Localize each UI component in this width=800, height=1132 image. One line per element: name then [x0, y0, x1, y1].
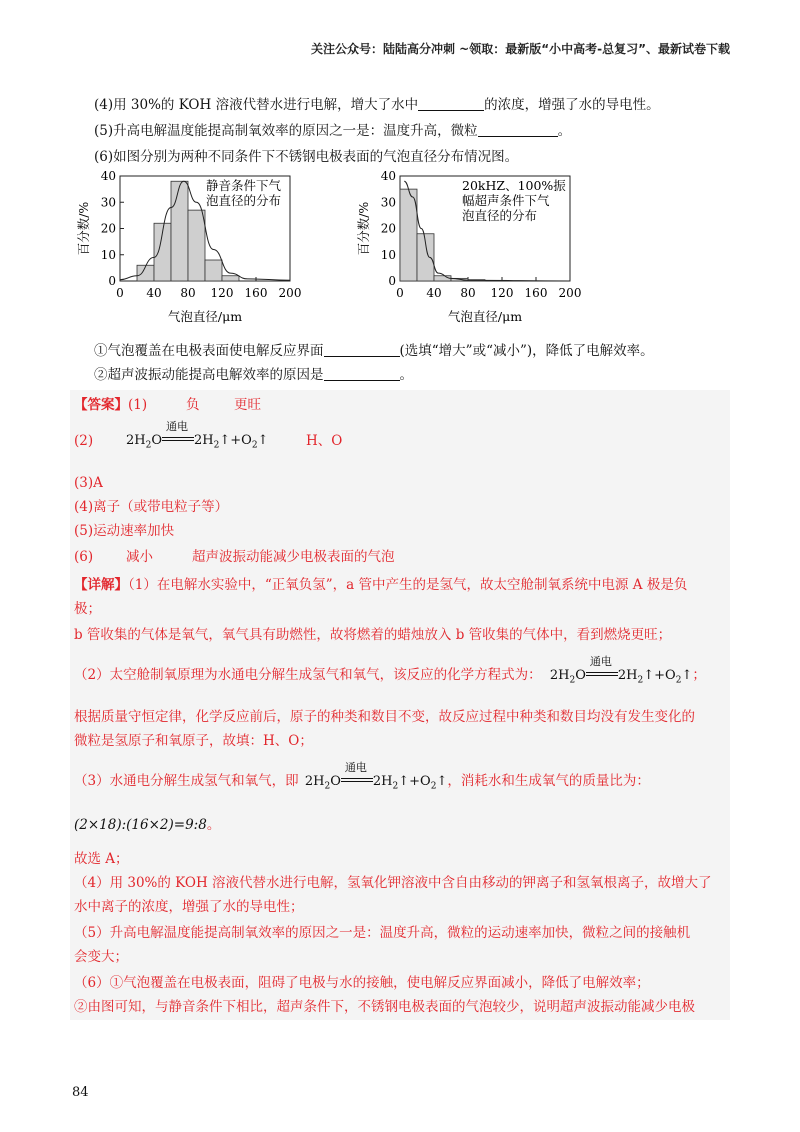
detail-6b: ②由图可知，与静音条件下相比，超声条件下，不锈钢电极表面的气泡较少，说明超声波振动能减少电极: [74, 999, 695, 1015]
x-tick-label: 160: [524, 286, 548, 300]
chart-title: 静音条件下气: [206, 178, 282, 193]
eq-left-o: O: [575, 668, 586, 683]
q6-2-text-b: 。: [399, 367, 413, 383]
detail-2c: 微粒是氢原子和氧原子，故填：H、O；: [74, 733, 313, 749]
x-tick-label: 160: [244, 286, 268, 300]
y-tick-label: 20: [100, 221, 116, 236]
answer-1: [74, 396, 261, 414]
y-tick-label: 30: [380, 195, 396, 210]
detail-6a: （6）①气泡覆盖在电极表面，阻碍了电极与水的接触，使电解反应界面减小，降低了电解效率；: [74, 975, 650, 991]
detail-4a: （4）用 30%的 KOH 溶液代替水进行电解，氢氧化钾溶液中含自由移动的钾离子和氢氧根离子，故增大了: [74, 875, 712, 891]
detail-1c: b 管收集的气体是氧气，氧气具有助燃性，故将燃着的蜡烛放入 b 管收集的气体中，看到燃烧更旺；: [74, 627, 672, 643]
chart-title: 泡直径的分布: [206, 193, 282, 208]
answer-1-value-1: 负: [186, 397, 200, 413]
answer-1-num: (1): [128, 397, 148, 413]
x-tick-label: 0: [116, 286, 124, 300]
x-axis-label: 气泡直径/μm: [447, 309, 523, 324]
q4-text-a: (4)用 30%的 KOH 溶液代替水进行电解，增大了水中: [94, 97, 419, 113]
x-tick-label: 80: [460, 286, 476, 300]
y-tick-label: 0: [108, 274, 116, 288]
histogram-bar: [400, 189, 417, 281]
question-6-2: [94, 366, 413, 384]
q5-text-a: (5)升高电解温度能提高制氧效率的原因之一是：温度升高，微粒: [94, 123, 478, 139]
histogram-bar: [171, 181, 188, 281]
detail-3a: [74, 761, 650, 796]
histogram-bar: [222, 276, 239, 281]
eq-left: 2H: [304, 774, 325, 789]
chart-title: 泡直径的分布: [462, 208, 538, 223]
blank: [418, 96, 484, 111]
x-tick-label: 200: [558, 286, 582, 300]
question-4: [94, 96, 660, 114]
question-5: [94, 122, 571, 140]
blank: [324, 342, 400, 357]
y-axis-label: 百分数/%: [356, 201, 371, 256]
chemical-equation: $2H_2O$ 通电 $2H_2↑+O_2↑$: [304, 761, 448, 792]
question-6-1: [94, 342, 654, 360]
x-tick-label: 120: [490, 286, 514, 300]
y-tick-label: 40: [100, 169, 116, 183]
answer-5: (5)运动速率加快: [74, 523, 175, 539]
detail-4b: 水中离子的浓度，增强了水的导电性；: [74, 899, 304, 915]
y-tick-label: 30: [100, 195, 116, 210]
chemical-equation: $2H_2O$ 通电 $2H_2↑+O_2↑$: [126, 420, 269, 451]
eq-right-arrow: ↑: [257, 433, 269, 448]
y-tick-label: 20: [380, 221, 396, 236]
answer-6-value-1: 减小: [126, 549, 153, 565]
answer-1-value-2: 更旺: [234, 397, 261, 413]
blank: [478, 122, 558, 137]
answer-3: (3)A: [74, 475, 103, 491]
eq-condition: 通电: [589, 655, 612, 668]
eq-left-o: O: [330, 774, 341, 789]
answer-2-value: H、O: [306, 433, 343, 449]
chart-ultrasonic: [350, 166, 600, 336]
page-number: 84: [72, 1085, 89, 1100]
x-tick-label: 200: [278, 286, 302, 300]
x-tick-label: 120: [210, 286, 234, 300]
chart-title: 幅超声条件下气: [462, 193, 550, 208]
detail-1a-text: （1）在电解水实验中，“正氧负氢”，a 管中产生的是氢气，故太空舱制氧系统中电源 A 极是负: [128, 577, 688, 593]
y-axis-label: 百分数/%: [76, 201, 91, 256]
chart-silent: [70, 166, 320, 336]
eq-right-arrow: ↑: [681, 668, 693, 683]
answer-6: [74, 548, 395, 566]
answer-4: (4)离子（或带电粒子等）: [74, 499, 229, 515]
x-tick-label: 0: [396, 286, 404, 300]
q5-text-b: 。: [557, 123, 572, 139]
histogram-bar: [205, 260, 222, 281]
question-6: (6)如图分别为两种不同条件下不锈钢电极表面的气泡直径分布情况图。: [94, 149, 519, 165]
blank: [324, 366, 400, 381]
eq-right-arrow: ↑: [436, 774, 448, 789]
eq-condition: 通电: [344, 761, 367, 774]
eq-left: 2H: [126, 433, 146, 448]
detail-5a: （5）升高电解温度能提高制氧效率的原因之一是：温度升高，微粒的运动速率加快，微粒之间的接触机: [74, 925, 691, 941]
detail-2a-end: ；: [692, 667, 706, 683]
detail-2a: [74, 655, 706, 690]
detail-3b-end: 。: [206, 817, 221, 833]
detail-3c: 故选 A；: [74, 851, 129, 867]
eq-right-o: ↑+O: [219, 433, 252, 448]
answer-label: 【答案】: [74, 397, 128, 413]
detail-1a: [74, 576, 687, 594]
x-axis-label: 气泡直径/μm: [167, 309, 243, 324]
chemical-equation: $2H_2O$ 通电 $2H_2↑+O_2↑$: [549, 655, 693, 686]
answer-6-value-2: 超声波振动能减少电极表面的气泡: [192, 549, 395, 565]
detail-3a-text: （3）水通电分解生成氢气和氧气，即: [74, 773, 299, 789]
mass-ratio-formula: (2×18):(16×2)=9:8: [74, 817, 207, 833]
eq-right-o: ↑+O: [643, 668, 676, 683]
eq-left: 2H: [549, 668, 570, 683]
eq-left-o: O: [151, 433, 163, 448]
detail-3a-end: ，消耗水和生成氧气的质量比为：: [447, 773, 650, 789]
q6-1-text-b: (选填“增大”或“减小”)，降低了电解效率。: [399, 343, 654, 359]
q6-1-text-a: ①气泡覆盖在电极表面使电解反应界面: [94, 343, 324, 359]
detail-1b: 极；: [74, 601, 101, 617]
y-tick-label: 10: [100, 247, 116, 262]
q6-2-text-a: ②超声波振动能提高电解效率的原因是: [94, 367, 324, 383]
eq-condition: 通电: [166, 420, 189, 433]
detail-3b: [74, 816, 220, 834]
histogram-bar: [188, 210, 205, 281]
eq-right-o: ↑+O: [398, 774, 431, 789]
y-tick-label: 40: [380, 169, 396, 183]
x-tick-label: 40: [426, 286, 442, 300]
q4-text-b: 的浓度，增强了水的导电性。: [484, 97, 660, 113]
detail-2b: 根据质量守恒定律，化学反应前后，原子的种类和数目不变，故反应过程中种类和数目均没有发生变化的: [74, 709, 695, 725]
answer-2-num: (2): [74, 433, 94, 449]
answer-6-num: (6): [74, 549, 94, 565]
chart-title: 20kHZ、100%振: [462, 178, 566, 193]
answer-2: [74, 420, 343, 451]
y-tick-label: 10: [380, 247, 396, 262]
eq-right: 2H: [617, 668, 638, 683]
y-tick-label: 0: [388, 274, 396, 288]
detail-label: 【详解】: [74, 577, 128, 593]
eq-right: 2H: [372, 774, 393, 789]
detail-5b: 会变大；: [74, 949, 128, 965]
page-header: 关注公众号：陆陆高分冲刺 ~领取：最新版“小中高考-总复习”、最新试卷下载: [311, 42, 730, 56]
x-tick-label: 40: [146, 286, 162, 300]
x-tick-label: 80: [180, 286, 196, 300]
detail-2a-text: （2）太空舱制氧原理为水通电分解生成氢气和氧气，该反应的化学方程式为：: [74, 667, 542, 683]
eq-right: 2H: [194, 433, 214, 448]
